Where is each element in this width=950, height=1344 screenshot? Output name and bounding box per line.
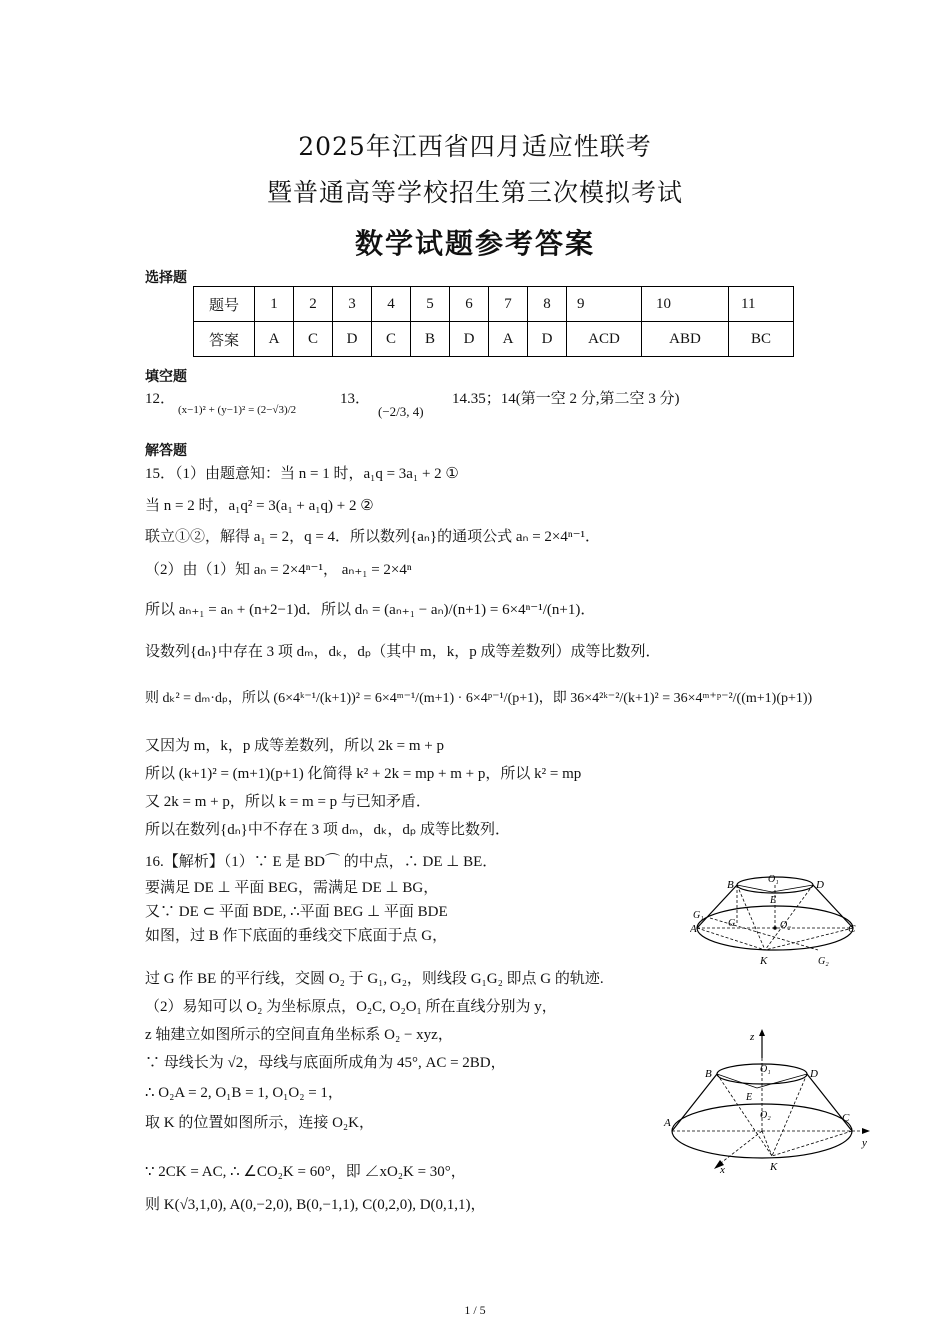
answer-row <box>194 322 794 357</box>
label-k-2: K <box>770 1161 778 1173</box>
title-line-2: 暨普通高等学校招生第三次模拟考试 <box>266 178 683 207</box>
a-cell: D <box>333 322 372 357</box>
solution-line: 则 dₖ² = dₘ·dₚ，所以 (6×4ᵏ⁻¹/(k+1))² = 6×4ᵐ⁻¹/(m+1) · 6×4ᵖ⁻¹/(p+1)，即 36×4²ᵏ⁻²/(k+1)² = 36×4ᵐ⁺ᵖ⁻²/((m+1)(p+1)) <box>145 691 813 706</box>
a-cell: C <box>372 322 411 357</box>
label-b-2: B <box>705 1068 712 1080</box>
solution-line: 又因为 m，k，p 成等差数列，所以 2k = m + p <box>145 738 445 754</box>
solution-line: 所以 (k+1)² = (m+1)(p+1) 化简得 k² + 2k = mp + m + p，所以 k² = mp <box>145 766 582 782</box>
label-d-2: D <box>810 1068 818 1080</box>
q12-number: 12． <box>145 391 176 407</box>
q-cell: 10 <box>642 287 729 322</box>
solution-line: 15．（1）由题意知：当 n = 1 时，a₁q = 3a₁ + 2 ① <box>145 466 459 482</box>
solution-line: 联立①②，解得 a₁ = 2，q = 4．所以数列{aₙ}的通项公式 aₙ = 2×4ⁿ⁻¹． <box>145 529 601 545</box>
segment-dk-2 <box>772 1074 807 1156</box>
label-z: z <box>750 1031 755 1043</box>
solution-line: 当 n = 2 时，a₁q² = 3(a₁ + a₁q) + 2 ② <box>145 498 374 514</box>
solution-line: 所以在数列{dₙ}中不存在 3 项 dₘ，dₖ，dₚ 成等比数列． <box>145 822 511 838</box>
label-d: D <box>816 879 824 891</box>
label-e: E <box>770 895 777 906</box>
solution-line: 又∵ DE ⊂ 平面 BDE, ∴平面 BEG ⊥ 平面 BDE <box>145 904 448 920</box>
choice-section-label: 选择题 <box>145 270 187 286</box>
segment-ed <box>772 885 813 892</box>
segment-ed-2 <box>757 1074 807 1088</box>
a-cell: A <box>255 322 294 357</box>
a-cell: C <box>294 322 333 357</box>
row-header-answer: 答案 <box>194 322 255 357</box>
solution-line: ∵ 2CK = AC, ∴ ∠CO₂K = 60°，即 ∠xO₂K = 30°， <box>145 1164 466 1180</box>
a-cell: D <box>450 322 489 357</box>
solutions-section-label: 解答题 <box>145 443 187 459</box>
a-cell: A <box>489 322 528 357</box>
question-row <box>194 287 794 322</box>
q13-answer: (−2/3, 4) <box>378 404 424 419</box>
a-cell: ACD <box>567 322 642 357</box>
y-arrow <box>862 1128 870 1134</box>
segment-be-2 <box>717 1074 757 1088</box>
solution-line: 取 K 的位置如图所示，连接 O₂K， <box>145 1115 374 1131</box>
solution-line: 所以 aₙ₊₁ = aₙ + (n+2−1)d．所以 dₙ = (aₙ₊₁ − aₙ)/(n+1) = 6×4ⁿ⁻¹/(n+1)． <box>145 602 596 618</box>
label-o2-2: O₂ <box>760 1110 771 1121</box>
q-cell: 6 <box>450 287 489 322</box>
label-a-2: A <box>664 1117 671 1129</box>
label-o1-2: O₁ <box>760 1064 771 1075</box>
segment-o2k <box>762 1131 772 1156</box>
solution-line: 则 K(√3,1,0), A(0,−2,0), B(0,−1,1), C(0,2,0), D(0,1,1)， <box>145 1197 486 1213</box>
solution-line: ∵ 母线长为 √2，母线与底面所成角为 45°, AC = 2BD， <box>145 1055 506 1071</box>
q-cell: 8 <box>528 287 567 322</box>
q12-answer: (x−1)² + (y−1)² = (2−√3)/2 <box>178 404 297 416</box>
a-cell: ABD <box>642 322 729 357</box>
frustum-figure-2 <box>662 1028 880 1176</box>
z-arrow <box>759 1029 765 1036</box>
point-o2 <box>773 926 777 930</box>
page-number: 1 / 5 <box>464 1303 486 1317</box>
segment-bk <box>737 885 765 950</box>
q-cell: 2 <box>294 287 333 322</box>
title-line-3: 数学试题参考答案 <box>354 227 595 260</box>
solution-line: 要满足 DE ⊥ 平面 BEG，需满足 DE ⊥ BG， <box>145 880 439 896</box>
left-generatrix-2 <box>672 1074 717 1131</box>
solution-line: 16.【解析】（1）∵ E 是 BD⌒ 的中点，∴ DE ⊥ BE． <box>145 854 498 870</box>
q-cell: 5 <box>411 287 450 322</box>
label-g1: G₁ <box>693 910 704 921</box>
label-g: G <box>728 918 736 929</box>
a-cell: D <box>528 322 567 357</box>
label-b: B <box>727 879 734 891</box>
q-cell: 11 <box>729 287 794 322</box>
row-header-question: 题号 <box>194 287 255 322</box>
solution-line: 如图，过 B 作下底面的垂线交下底面于点 G， <box>145 928 448 944</box>
segment-ck-2 <box>772 1131 852 1156</box>
label-c-2: C <box>842 1112 850 1124</box>
a-cell: B <box>411 322 450 357</box>
solution-line: （2）由（1）知 aₙ = 2×4ⁿ⁻¹， aₙ₊₁ = 2×4ⁿ <box>145 562 412 578</box>
segment-ck <box>765 928 853 950</box>
q-cell: 3 <box>333 287 372 322</box>
solution-line: 设数列{dₙ}中存在 3 项 dₘ，dₖ，dₚ（其中 m，k，p 成等差数列）成等比数列． <box>145 644 661 660</box>
solution-line: （2）易知可以 O₂ 为坐标原点，O₂C, O₂O₁ 所在直线分别为 y， <box>145 999 557 1015</box>
label-e-2: E <box>746 1092 753 1103</box>
answer-table <box>193 286 794 357</box>
q-cell: 1 <box>255 287 294 322</box>
right-generatrix <box>813 885 853 928</box>
a-cell: BC <box>729 322 794 357</box>
label-g2: G₂ <box>818 956 829 967</box>
solution-line: ∴ O₂A = 2, O₁B = 1, O₁O₂ = 1， <box>145 1085 343 1101</box>
fill-section-label: 填空题 <box>145 369 187 385</box>
label-o1: O₁ <box>768 874 779 885</box>
title-line-1: 2025年江西省四月适应性联考 <box>298 132 652 161</box>
label-c: C <box>848 923 856 935</box>
label-o2: O₂ <box>780 920 791 931</box>
label-a: A <box>690 923 697 935</box>
q-cell: 9 <box>567 287 642 322</box>
q-cell: 4 <box>372 287 411 322</box>
solution-line: 过 G 作 BE 的平行线，交圆 O₂ 于 G₁, G₂，则线段 G₁G₂ 即点 G 的轨迹. <box>145 971 604 987</box>
solution-line: 又 2k = m + p，所以 k = m = p 与已知矛盾． <box>145 794 431 810</box>
frustum-figure-1 <box>690 872 870 972</box>
q14-answer: 14.35；14(第一空 2 分,第二空 3 分) <box>452 391 680 407</box>
solution-line: z 轴建立如图所示的空间直角坐标系 O₂ − xyz， <box>145 1027 453 1043</box>
q13-number: 13． <box>340 391 371 407</box>
label-k: K <box>760 955 768 967</box>
x-axis <box>717 1131 762 1166</box>
label-x: x <box>720 1164 725 1176</box>
label-y: y <box>862 1137 867 1149</box>
q-cell: 7 <box>489 287 528 322</box>
